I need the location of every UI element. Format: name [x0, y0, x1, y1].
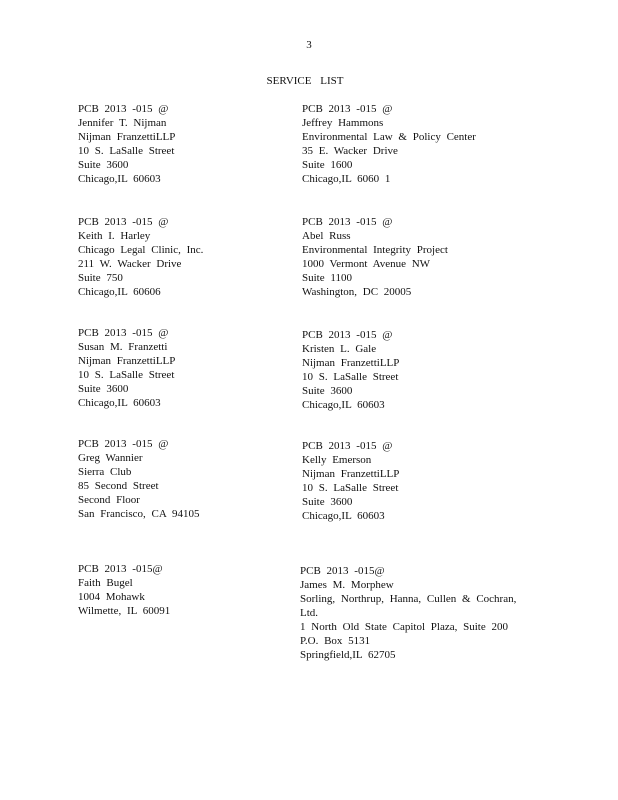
entry-name: Jennifer T. Nijman	[78, 117, 167, 129]
page-title: SERVICE LIST	[266, 75, 344, 87]
entry-city: Chicago,IL 60603	[302, 399, 385, 411]
entry-organization-suffix: Ltd.	[300, 607, 319, 619]
entry-city: Chicago,IL 60603	[78, 173, 161, 185]
entry-organization: Nijman FranzettiLLP	[78, 355, 176, 367]
entry-city: Chicago,IL 60606	[78, 286, 161, 298]
entry-organization: Nijman FranzettiLLP	[302, 468, 400, 480]
service-entry-nijman-jennifer	[78, 102, 298, 186]
entry-po-box: P.O. Box 5131	[300, 635, 371, 647]
entry-name: Susan M. Franzetti	[78, 341, 168, 353]
service-entry-wannier	[78, 437, 298, 521]
entry-name: Faith Bugel	[78, 577, 133, 589]
entry-name: Keith I. Harley	[78, 230, 151, 242]
service-entry-morphew	[300, 564, 530, 662]
entry-organization: Nijman FranzettiLLP	[302, 357, 400, 369]
entry-name: Kristen L. Gale	[302, 343, 377, 355]
service-entry-harley	[78, 215, 298, 299]
entry-street: 35 E. Wacker Drive	[302, 145, 398, 157]
service-entry-emerson	[302, 439, 532, 523]
entry-organization: Nijman FranzettiLLP	[78, 131, 176, 143]
entry-organization: Environmental Integrity Project	[302, 244, 448, 256]
entry-name: Kelly Emerson	[302, 454, 372, 466]
service-entry-hammons	[302, 102, 532, 186]
entry-name: James M. Morphew	[300, 579, 394, 591]
entry-city: San Francisco, CA 94105	[78, 508, 200, 520]
entry-case-number: PCB 2013 -015@	[300, 565, 385, 577]
entry-city: Chicago,IL 60603	[302, 510, 385, 522]
entry-city: Chicago,IL 6060 1	[302, 173, 391, 185]
entry-city: Chicago,IL 60603	[78, 397, 161, 409]
entry-case-number: PCB 2013 -015 @	[302, 440, 393, 452]
entry-street: 211 W. Wacker Drive	[78, 258, 182, 270]
entry-suite: Suite 1100	[302, 272, 352, 284]
entry-organization: Chicago Legal Clinic, Inc.	[78, 244, 204, 256]
entry-street: 85 Second Street	[78, 480, 159, 492]
entry-suite: Second Floor	[78, 494, 140, 506]
entry-case-number: PCB 2013 -015 @	[302, 329, 393, 341]
entry-suite: Suite 3600	[302, 496, 353, 508]
entry-street: 10 S. LaSalle Street	[78, 369, 175, 381]
entry-suite: Suite 750	[78, 272, 123, 284]
entry-city: Springfield,IL 62705	[300, 649, 396, 661]
entry-suite: Suite 3600	[78, 383, 129, 395]
entry-street: 1000 Vermont Avenue NW	[302, 258, 431, 270]
entry-organization: Sorling, Northrup, Hanna, Cullen & Cochran,	[300, 593, 517, 605]
service-entry-gale	[302, 328, 532, 412]
service-entry-bugel	[78, 562, 298, 618]
entry-case-number: PCB 2013 -015 @	[78, 438, 169, 450]
entry-case-number: PCB 2013 -015 @	[78, 103, 169, 115]
entry-case-number: PCB 2013 -015 @	[302, 103, 393, 115]
entry-case-number: PCB 2013 -015 @	[302, 216, 393, 228]
entry-organization: Environmental Law & Policy Center	[302, 131, 476, 143]
entry-street: 10 S. LaSalle Street	[78, 145, 175, 157]
entry-street: 10 S. LaSalle Street	[302, 371, 399, 383]
entry-suite: Suite 3600	[302, 385, 353, 397]
entry-street: 1 North Old State Capitol Plaza, Suite 200	[300, 621, 508, 633]
service-entry-russ	[302, 215, 532, 299]
entry-street: 1004 Mohawk	[78, 591, 145, 603]
entry-suite: Suite 1600	[302, 159, 353, 171]
page-number: 3	[306, 39, 312, 51]
entry-organization: Sierra Club	[78, 466, 132, 478]
entry-case-number: PCB 2013 -015 @	[78, 327, 169, 339]
entry-street: 10 S. LaSalle Street	[302, 482, 399, 494]
entry-name: Greg Wannier	[78, 452, 143, 464]
entry-name: Abel Russ	[302, 230, 351, 242]
service-entry-franzetti	[78, 326, 298, 410]
entry-case-number: PCB 2013 -015 @	[78, 216, 169, 228]
entry-city: Wilmette, IL 60091	[78, 605, 171, 617]
entry-case-number: PCB 2013 -015@	[78, 563, 163, 575]
entry-name: Jeffrey Hammons	[302, 117, 384, 129]
entry-city: Washington, DC 20005	[302, 286, 412, 298]
entry-suite: Suite 3600	[78, 159, 129, 171]
